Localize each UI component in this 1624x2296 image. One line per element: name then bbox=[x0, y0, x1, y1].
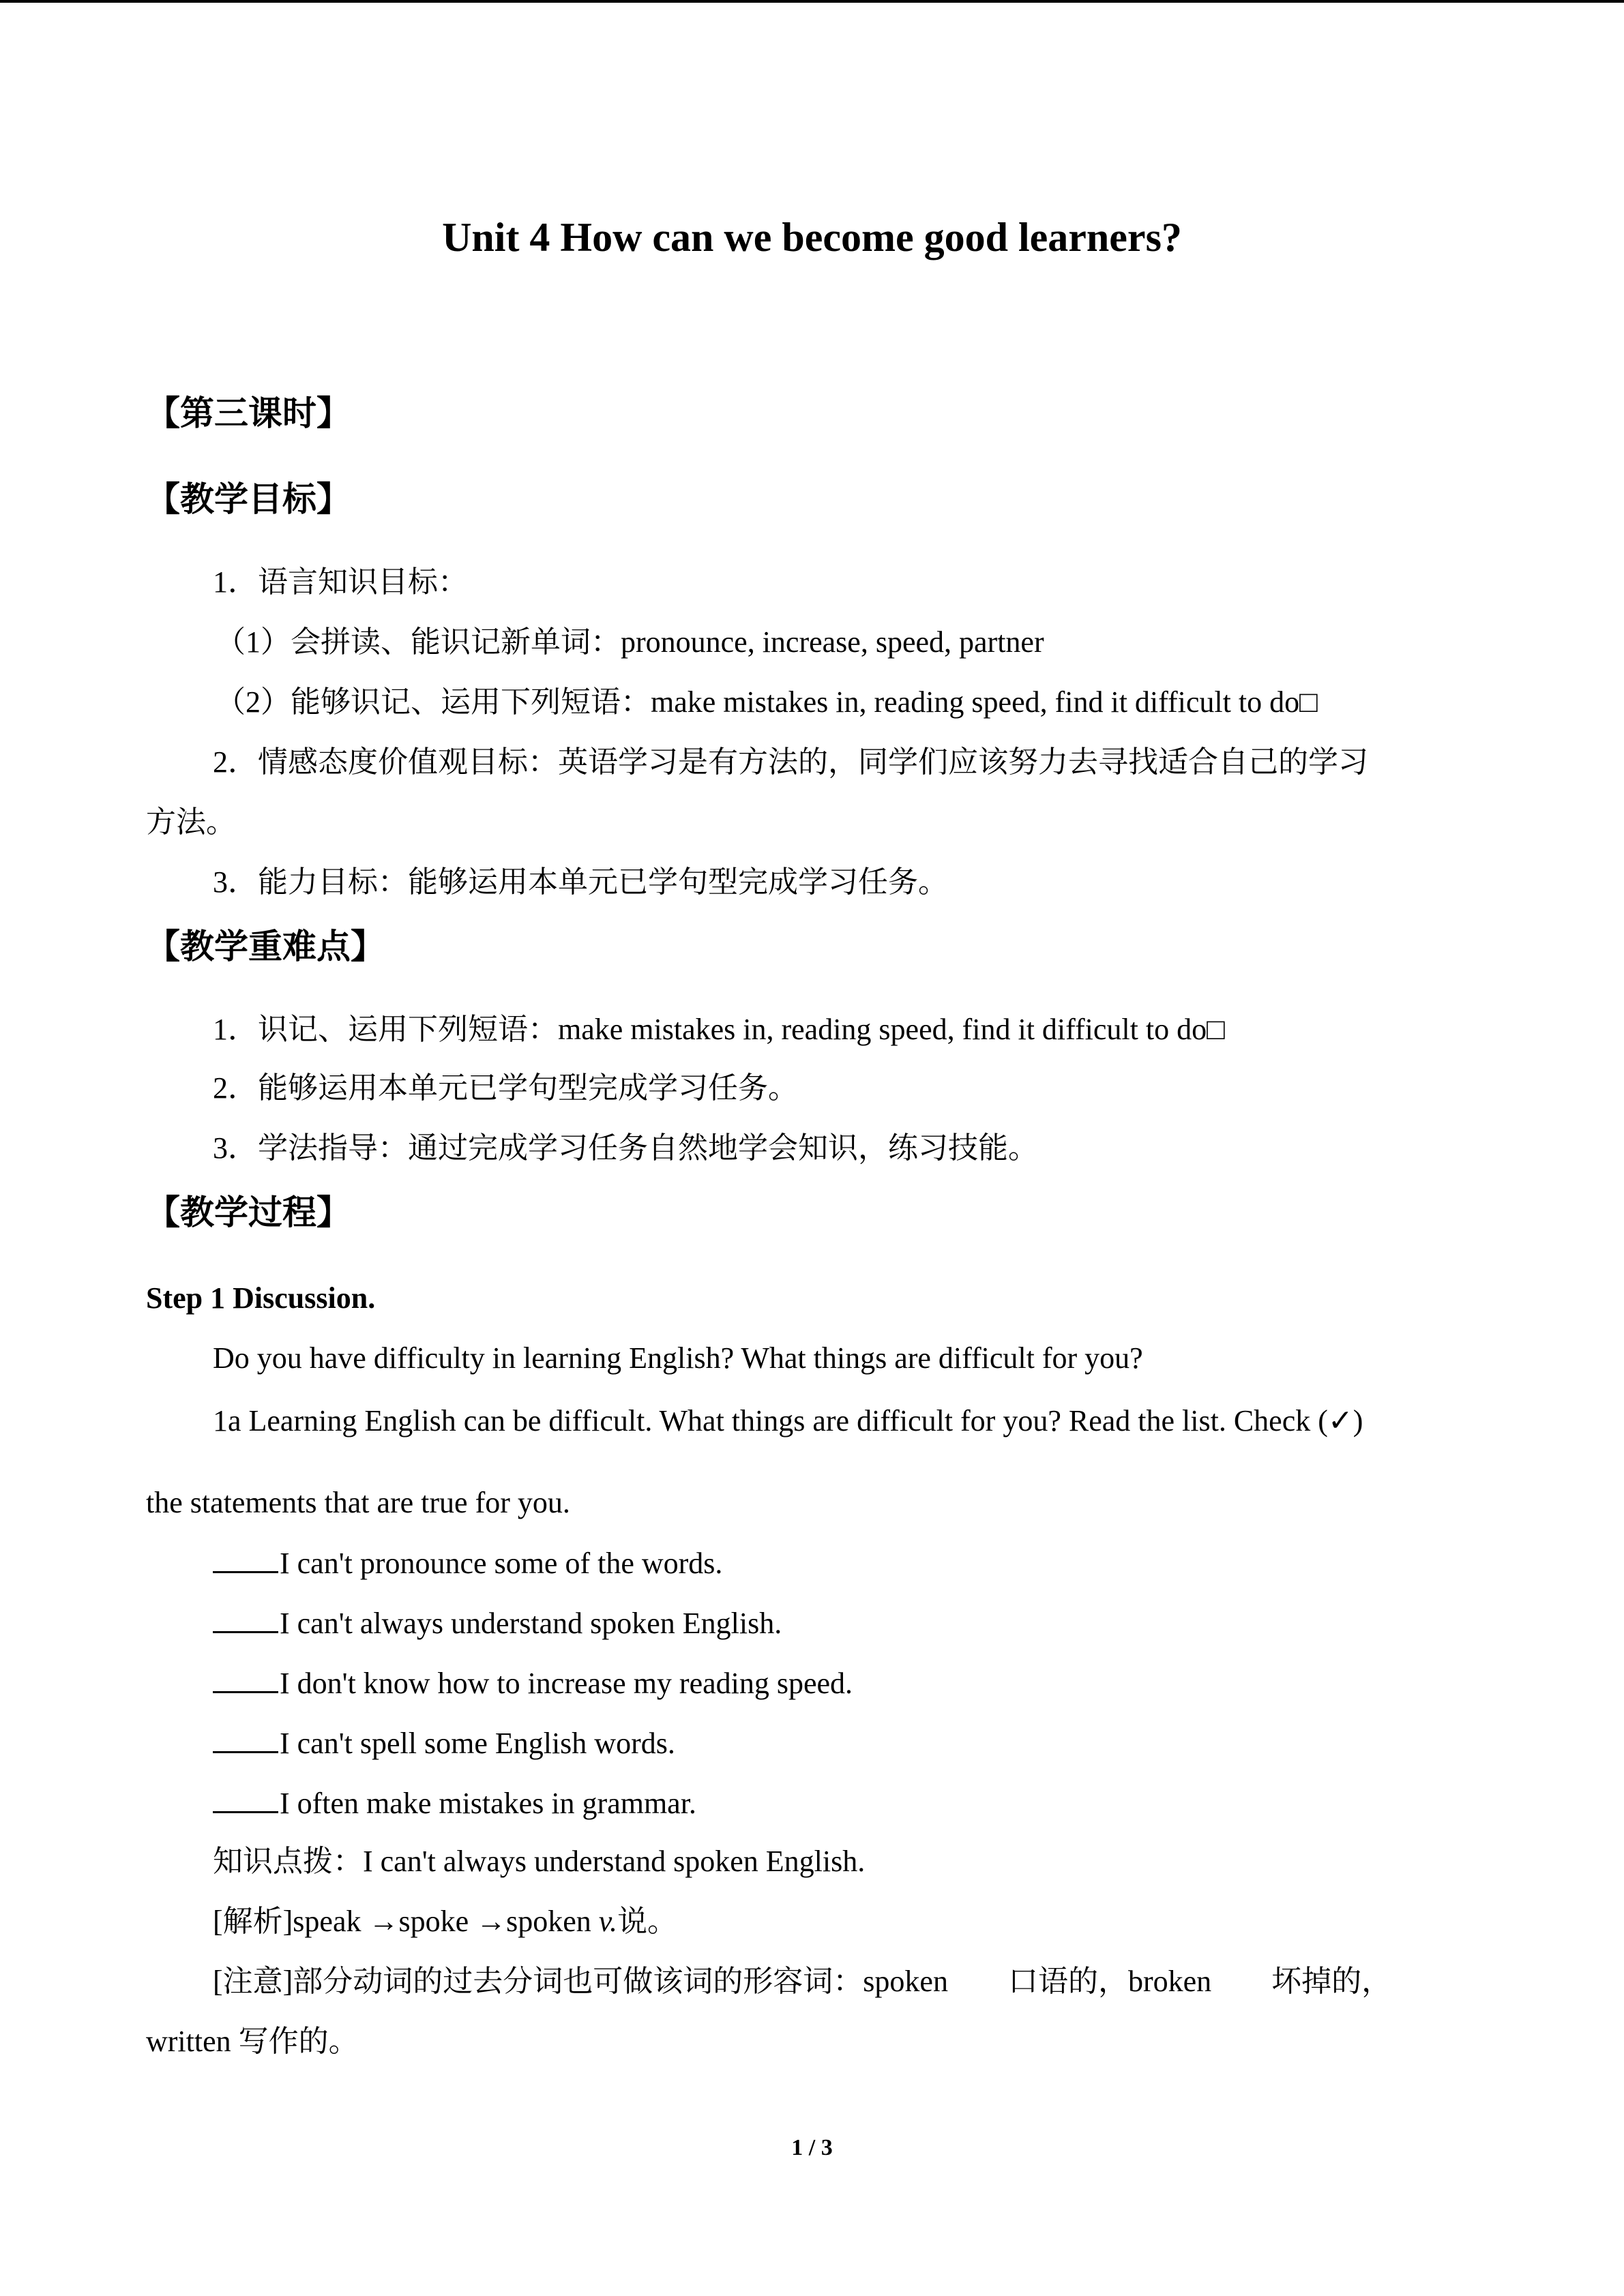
section-heading-process: 【教学过程】 bbox=[146, 1193, 351, 1232]
discussion-question: Do you have difficulty in learning English? What things are difficult for you? bbox=[213, 1341, 1143, 1375]
section-heading-lesson: 【第三课时】 bbox=[146, 393, 351, 433]
knowledge-tip: 知识点拨：I can't always understand spoken English. bbox=[213, 1845, 866, 1878]
objective-1b: （2）能够识记、运用下列短语：make mistakes in, reading speed, find it difficult to do□ bbox=[216, 685, 1318, 719]
list-item: I don't know how to increase my reading speed. bbox=[213, 1664, 853, 1703]
page-title: Unit 4 How can we become good learners? bbox=[442, 215, 1182, 260]
attention-note-line1: [注意]部分动词的过去分词也可做该词的形容词：spoken 口语的，broken 坏掉的， bbox=[213, 1965, 1392, 1998]
objective-1: 1．语言知识目标： bbox=[213, 565, 468, 599]
objective-3: 3．能力目标：能够运用本单元已学句型完成学习任务。 bbox=[213, 865, 948, 899]
section-heading-keypoints: 【教学重难点】 bbox=[146, 927, 385, 966]
list-item: I can't pronounce some of the words. bbox=[213, 1544, 722, 1583]
section-heading-objectives: 【教学目标】 bbox=[146, 479, 351, 519]
answer-blank[interactable] bbox=[213, 1604, 278, 1633]
activity-1a-line2: the statements that are true for you. bbox=[146, 1486, 570, 1519]
keypoint-2: 2．能够运用本单元已学句型完成学习任务。 bbox=[213, 1071, 798, 1105]
answer-blank[interactable] bbox=[213, 1664, 278, 1693]
list-item: I can't always understand spoken English. bbox=[213, 1604, 782, 1643]
activity-1a-line1: 1a Learning English can be difficult. What things are difficult for you? Read the list. Check (✓) bbox=[213, 1404, 1363, 1437]
list-item: I can't spell some English words. bbox=[213, 1724, 675, 1763]
keypoint-3: 3．学法指导：通过完成学习任务自然地学会知识，练习技能。 bbox=[213, 1131, 1038, 1165]
analysis-note: [解析]speak →spoke →spoken v.说。 bbox=[213, 1905, 678, 1938]
answer-blank[interactable] bbox=[213, 1544, 278, 1573]
list-item: I often make mistakes in grammar. bbox=[213, 1784, 696, 1823]
answer-blank[interactable] bbox=[213, 1724, 278, 1753]
answer-blank[interactable] bbox=[213, 1784, 278, 1813]
keypoint-1: 1．识记、运用下列短语：make mistakes in, reading speed, find it difficult to do□ bbox=[213, 1013, 1225, 1046]
attention-note-line2: written 写作的。 bbox=[146, 2025, 359, 2058]
objective-2-line2: 方法。 bbox=[146, 805, 236, 839]
step-1-heading: Step 1 Discussion. bbox=[146, 1281, 376, 1315]
objective-2-line1: 2．情感态度价值观目标：英语学习是有方法的，同学们应该努力去寻找适合自己的学习 bbox=[213, 745, 1368, 779]
page-number: 1 / 3 bbox=[791, 2135, 833, 2160]
top-border-line bbox=[0, 0, 1624, 3]
objective-1a: （1）会拼读、能识记新单词：pronounce, increase, speed, partner bbox=[216, 625, 1044, 659]
